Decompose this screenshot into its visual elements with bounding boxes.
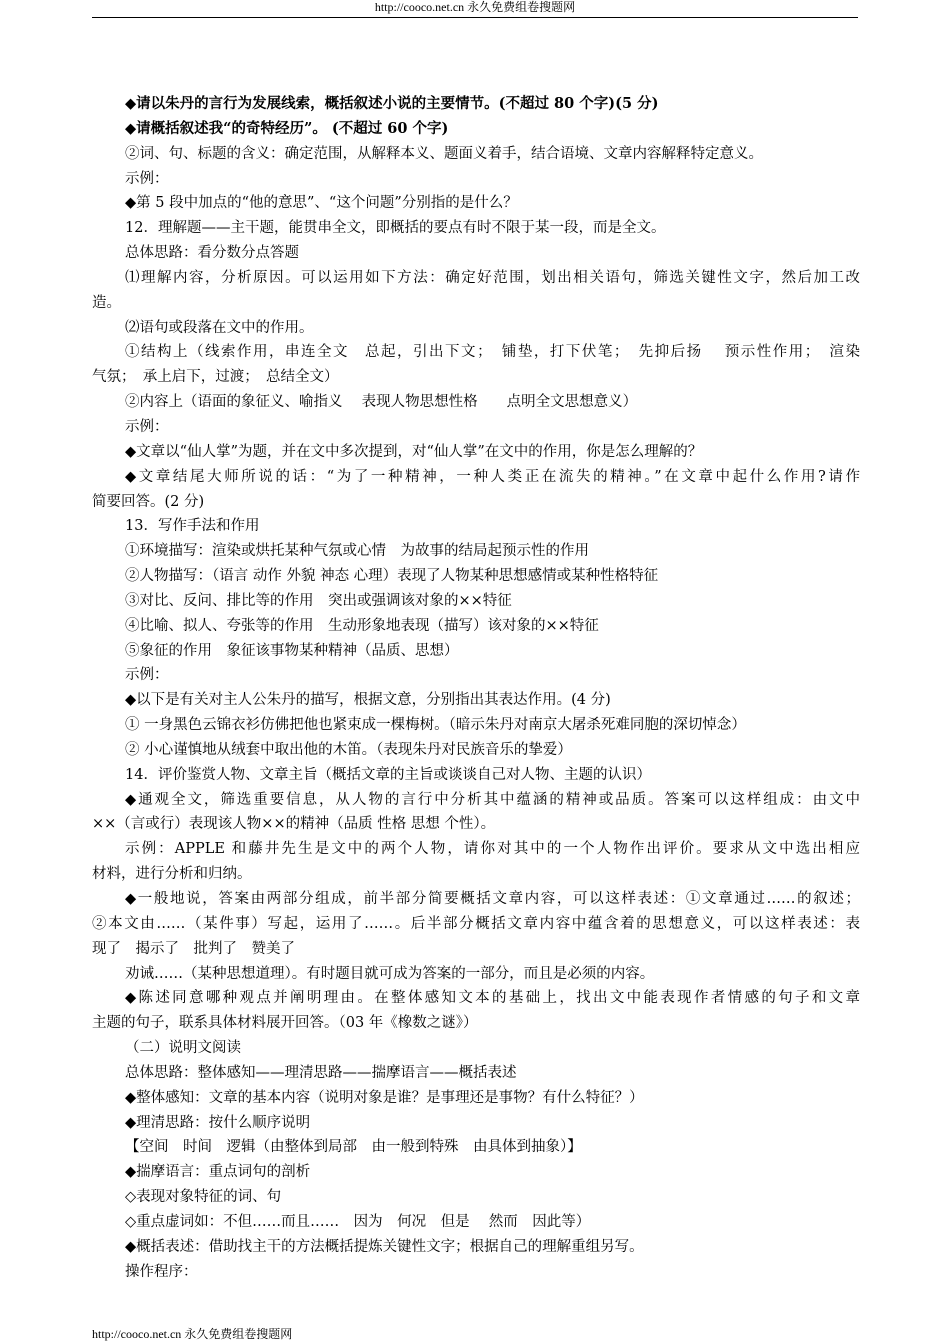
section-heading: （二）说明文阅读 [125, 1040, 241, 1057]
text-line: 总体思路：看分数分点答题 [125, 245, 299, 262]
text-line: ◆概括表述：借助找主干的方法概括提炼关键性文字；根据自己的理解重组另写。 [125, 1238, 644, 1255]
text-line: ②本文由……（某件事）写起，运用了……。后半部分概括文章内容中蕴含着的思想意义，可以这样表述：表 [92, 915, 860, 932]
text-line: ②人物描写：（语言 动作 外貌 神态 心理）表现了人物某种思想感情或某种性格特征 [125, 568, 659, 585]
text-line: ②词、句、标题的含义：确定范围，从解释本义、题面义着手，结合语境、文章内容解释特定意义。 [125, 145, 763, 162]
text-line: ② 小心谨慎地从绒套中取出他的木笛。（表现朱丹对民族音乐的挚爱） [125, 741, 572, 758]
page-header: http://cooco.net.cn 永久免费组卷搜题网 [92, 0, 858, 18]
text-line: ⑵语句或段落在文中的作用。 [125, 319, 314, 336]
text-line: 示例： [125, 667, 169, 684]
page-footer: http://cooco.net.cn 永久免费组卷搜题网 [92, 1327, 293, 1341]
text-line: 气氛； 承上启下，过渡； 总结全文） [92, 369, 339, 386]
text-line: ②内容上（语面的象征义、喻指义 表现人物思想性格 点明全文思想意义） [125, 394, 638, 411]
text-line: 【空间 时间 逻辑（由整体到局部 由一般到特殊 由具体到抽象）】 [125, 1139, 582, 1156]
text-line: ③对比、反问、排比等的作用 突出或强调该对象的××特征 [125, 592, 512, 609]
text-line: 简要回答。(2 分) [92, 493, 205, 510]
text-line: ①环境描写：渲染或烘托某种气氛或心情 为故事的结局起预示性的作用 [125, 543, 589, 560]
text-line: 现了 揭示了 批判了 赞美了 [92, 940, 295, 957]
text-line: ××（言或行）表现该人物××的精神（品质 性格 思想 个性）。 [92, 816, 496, 833]
text-line: 材料，进行分析和归纳。 [92, 866, 252, 883]
text-line: ◆理清思路：按什么顺序说明 [125, 1114, 311, 1131]
text-line: ① 一身黑色云锦衣衫仿佛把他也紧束成一棵梅树。（暗示朱丹对南京大屠杀死难同胞的深切悼念） [125, 717, 746, 734]
text-line: 总体思路：整体感知——理清思路——揣摩语言——概括表述 [125, 1064, 517, 1081]
text-line: ◆一般地说，答案由两部分组成，前半部分简要概括文章内容，可以这样表述：①文章通过……的叙述； [125, 891, 860, 907]
text-line: ◆整体感知：文章的基本内容（说明对象是谁？是事理还是事物？有什么特征？） [125, 1089, 644, 1106]
text-line: ◆第 5 段中加点的“他的意思”、“这个问题”分别指的是什么？ [125, 195, 518, 212]
text-line: ⑤象征的作用 象征该事物某种精神（品质、思想） [125, 642, 459, 659]
text-line: 造。 [92, 294, 121, 311]
text-line: ◆陈述同意哪种观点并阐明理由。在整体感知文本的基础上，找出文中能表现作者情感的句子和文章 [125, 990, 860, 1007]
text-line: 示例： [125, 418, 169, 435]
text-line: 操作程序： [125, 1263, 198, 1280]
section-heading: 14．评价鉴赏人物、文章主旨（概括文章的主旨或谈谈自己对人物、主题的认识） [125, 766, 651, 783]
text-line: ◇表现对象特征的词、句 [125, 1189, 282, 1206]
section-heading: 12．理解题——主干题，能贯串全文，即概括的要点有时不限于某一段，而是全文。 [125, 220, 666, 237]
section-heading: 13．写作手法和作用 [125, 518, 260, 535]
text-line: ◆请以朱丹的言行为发展线索，概括叙述小说的主要情节。(不超过 80 个字)(5 分) [125, 95, 659, 112]
text-line: 劝诫……（某种思想道理）。有时题目就可成为答案的一部分，而且是必须的内容。 [125, 965, 655, 982]
text-line: ④比喻、拟人、夸张等的作用 生动形象地表现（描写）该对象的××特征 [125, 617, 599, 634]
text-line: ◆通观全文，筛选重要信息，从人物的言行中分析其中蕴涵的精神或品质。答案可以这样组成：由文中 [125, 791, 860, 808]
text-line: ◇重点虚词如：不但……而且…… 因为 何况 但是 然而 因此等） [125, 1213, 591, 1230]
document-body [92, 92, 860, 1285]
text-line: ◆文章结尾大师所说的话：“为了一种精神，一种人类正在流失的精神。”在文章中起什么作用?请作 [125, 468, 860, 485]
text-line: 示例：APPLE 和藤井先生是文中的两个人物，请你对其中的一个人物作出评价。要求从文中选出相应 [125, 841, 860, 858]
text-line: ◆以下是有关对主人公朱丹的描写，根据文意，分别指出其表达作用。(4 分) [125, 692, 611, 709]
text-line: ◆请概括叙述我“的奇特经历”。 (不超过 60 个字) [125, 119, 449, 137]
text-line: 示例： [125, 170, 169, 187]
text-line: ⑴理解内容，分析原因。可以运用如下方法：确定好范围，划出相关语句，筛选关键性文字，然后加工改 [125, 269, 860, 286]
text-line: 主题的句子，联系具体材料展开回答。（03 年《橡数之谜》） [92, 1015, 478, 1032]
text-line: ◆文章以“仙人掌”为题，并在文中多次提到，对“仙人掌”在文中的作用，你是怎么理解的？ [125, 443, 703, 460]
text-line: ◆揣摩语言：重点词句的剖析 [125, 1164, 311, 1181]
text-line: ①结构上（线索作用，串连全文 总起，引出下文； 铺垫，打下伏笔； 先抑后扬 预示性作用； 渲染 [125, 344, 860, 361]
